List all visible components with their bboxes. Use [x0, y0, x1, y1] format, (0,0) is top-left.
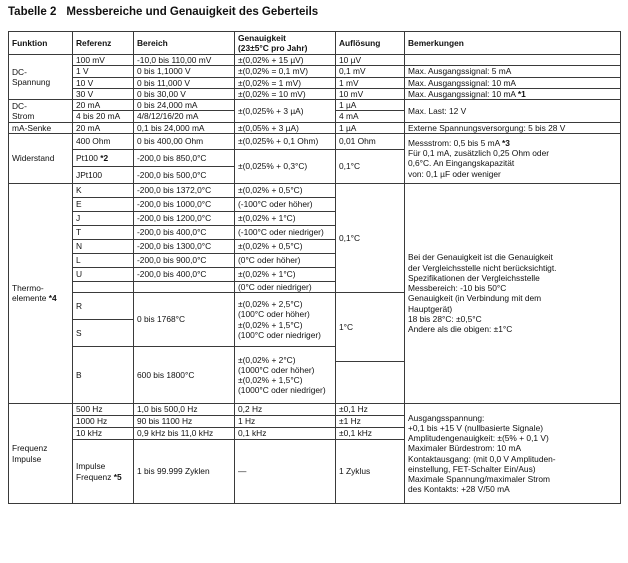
bemerkung-line: von: 0,1 µF oder weniger: [408, 168, 501, 179]
table-cell: JPt100: [73, 166, 134, 183]
table-cell: 1 µA: [336, 122, 405, 133]
table-cell: 400 Ohm: [73, 133, 134, 149]
table-cell: ±(0,025% + 0,1 Ohm): [235, 133, 336, 149]
table-row: [9, 404, 621, 416]
table-cell: -200,0 bis 900,0°C: [134, 253, 235, 267]
table-cell: 1 V: [73, 66, 134, 77]
table-cell: ±(0,025% + 3 µA): [235, 100, 336, 123]
table-row: [9, 77, 621, 88]
table-cell: 0 bis 1,1000 V: [134, 66, 235, 77]
table-cell: -200,0 bis 1372,0°C: [134, 183, 235, 197]
table-cell: 10 mV: [336, 88, 405, 99]
table-cell: 0 bis 30,00 V: [134, 88, 235, 99]
table-cell: (0°C oder niedriger): [235, 281, 336, 292]
bemerkung-line: des Kontakts: +28 V/50 mA: [408, 484, 510, 495]
table-cell: 1 Hz: [235, 416, 336, 428]
table-cell: 0,1 kHz: [235, 428, 336, 440]
header-bereich: Bereich: [134, 32, 235, 55]
table-row: [9, 122, 621, 133]
table-title: Messbereiche und Genauigkeit des Geberteils: [66, 6, 319, 18]
footnote-ref: *3: [502, 137, 510, 148]
table-cell: S: [73, 320, 134, 347]
table-cell: (-100°C oder niedriger): [235, 225, 336, 239]
header-genauigkeit-line-1: Genauigkeit: [238, 32, 286, 43]
table-cell: 0 bis 24,000 mA: [134, 100, 235, 111]
table-cell: 90 bis 1100 Hz: [134, 416, 235, 428]
table-cell: ±(0,02% + 0,5°C): [235, 239, 336, 253]
header-bemerkungen: Bemerkungen: [405, 32, 621, 55]
table-cell: ±(0,05% + 3 µA): [235, 122, 336, 133]
table-row: [9, 88, 621, 99]
table-cell: ±(0,02% = 0,1 mV): [235, 66, 336, 77]
table-cell: 100 mV: [73, 55, 134, 66]
table-cell: [405, 55, 621, 66]
frequenz-impulse-referenz-cell: [73, 440, 134, 504]
dc-spannung-funktion-line-2: Spannung: [12, 77, 51, 87]
table-cell: 1 mV: [336, 77, 405, 88]
table-cell: 10 V: [73, 77, 134, 88]
table-cell: ±0,1 kHz: [336, 428, 405, 440]
table-cell: 1000 Hz: [73, 416, 134, 428]
header-aufloesung: Auflösung: [336, 32, 405, 55]
header-genauigkeit-line-2: (23±5°C pro Jahr): [238, 43, 308, 53]
widerstand-bemerkung-cell: [405, 133, 621, 183]
frequenz-funktion-line-2: Impulse: [12, 453, 42, 464]
table-cell: 500 Hz: [73, 404, 134, 416]
table-cell: 1 Zyklus: [336, 440, 405, 504]
dc-strom-funktion-line-1: DC-: [12, 100, 27, 111]
table-cell: —: [235, 440, 336, 504]
table-cell: [134, 281, 235, 292]
dc-strom-funktion-cell: [9, 100, 73, 123]
table-cell: E: [73, 197, 134, 211]
thermo-rs-genauigkeit-cell: [235, 293, 336, 347]
referenz-line-2: [76, 472, 130, 482]
bemerkung-line: Andere als die obigen: ±1°C: [408, 324, 513, 335]
table-cell: 600 bis 1800°C: [134, 347, 235, 404]
funktion-text: elemente: [12, 293, 47, 304]
spec-table: [8, 31, 621, 504]
table-cell: -200,0 bis 400,0°C: [134, 225, 235, 239]
table-cell: 1,0 bis 500,0 Hz: [134, 404, 235, 416]
genauigkeit-line: ±(0,02% + 2°C): [238, 354, 296, 365]
table-cell: 20 mA: [73, 100, 134, 111]
table-cell: ±(0,02% + 0,5°C): [235, 183, 336, 197]
table-cell: 0 bis 1768°C: [134, 293, 235, 347]
table-cell: (0°C oder höher): [235, 253, 336, 267]
table-cell: Max. Ausgangssignal: 5 mA: [405, 66, 621, 77]
table-cell: R: [73, 293, 134, 320]
bemerkung-line: [408, 138, 617, 148]
table-cell: 0,1°C: [336, 183, 405, 292]
table-cell: 0 bis 400,00 Ohm: [134, 133, 235, 149]
bemerkung-line: Messbereich: -10 bis 50°C: [408, 283, 507, 294]
table-cell: 1 µA: [336, 100, 405, 111]
bemerkung-line: Genauigkeit (in Verbindung mit dem: [408, 293, 542, 304]
bemerkung-line: Bei der Genauigkeit ist die Genauigkeit: [408, 252, 553, 263]
bemerkung-line: 0,6°C. An Eingangskapazität: [408, 158, 515, 169]
header-funktion: Funktion: [9, 32, 73, 55]
bemerkung-line: Für 0,1 mA, zusätzlich 0,25 Ohm oder: [408, 148, 550, 158]
table-cell: -200,0 bis 1200,0°C: [134, 211, 235, 225]
table-cell: [73, 281, 134, 292]
footnote-ref: *1: [517, 88, 526, 99]
table-cell: L: [73, 253, 134, 267]
table-cell: [405, 88, 621, 99]
referenz-line-1: Impulse: [76, 461, 106, 472]
bemerkung-line: 18 bis 28°C: ±0,5°C: [408, 313, 482, 324]
table-cell: -10,0 bis 110,00 mV: [134, 55, 235, 66]
table-row: [9, 66, 621, 77]
table-cell: 4 mA: [336, 111, 405, 122]
table-cell: 0,01 Ohm: [336, 133, 405, 149]
table-cell: T: [73, 225, 134, 239]
table-row: [9, 183, 621, 197]
genauigkeit-line: (100°C oder niedriger): [238, 329, 321, 340]
frequenz-funktion-line-1: Frequenz: [12, 443, 48, 454]
frequenz-funktion-cell: [9, 404, 73, 504]
genauigkeit-line: ±(0,02% + 1,5°C): [238, 375, 303, 385]
table-cell: 0,1 mV: [336, 66, 405, 77]
footnote-ref: *5: [113, 471, 122, 482]
bemerkung-line: Ausgangsspannung:: [408, 412, 485, 423]
table-cell: ±0,1 Hz: [336, 404, 405, 416]
widerstand-funktion-cell: Widerstand: [9, 133, 73, 183]
thermo-funktion-line-1: Thermo-: [12, 283, 44, 294]
table-cell: ±(0,02% = 1 mV): [235, 77, 336, 88]
frequenz-bemerkung-cell: [405, 404, 621, 504]
bemerkung-line: Amplitudengenauigkeit: ±(5% + 0,1 V): [408, 433, 549, 443]
bemerkung-line: Spezifikationen der Vergleichsstelle: [408, 272, 540, 283]
bemerkung-line: Hauptgerät): [408, 303, 453, 314]
table-row: [9, 55, 621, 66]
table-row: [9, 100, 621, 111]
table-cell: ±(0,02% = 10 mV): [235, 88, 336, 99]
table-cell: 10 kHz: [73, 428, 134, 440]
table-cell: 0,9 kHz bis 11,0 kHz: [134, 428, 235, 440]
table-cell: -200,0 bis 400,0°C: [134, 267, 235, 281]
table-cell: (-100°C oder höher): [235, 197, 336, 211]
table-cell: Externe Spannungsversorgung: 5 bis 28 V: [405, 122, 621, 133]
bemerkung-text: Max. Ausgangssignal: 10 mA: [408, 88, 516, 99]
table-row: [9, 133, 621, 149]
bemerkung-line: Maximale Spannung/maximaler Strom: [408, 474, 550, 484]
table-caption: [8, 6, 318, 18]
table-cell: 30 V: [73, 88, 134, 99]
genauigkeit-line: ±(0,02% + 2,5°C): [238, 299, 303, 309]
table-cell: -200,0 bis 1300,0°C: [134, 239, 235, 253]
table-cell: -200,0 bis 850,0°C: [134, 149, 235, 166]
table-cell: 4 bis 20 mA: [73, 111, 134, 122]
table-number: Tabelle 2: [8, 6, 57, 18]
table-cell: ±(0,02% + 1°C): [235, 267, 336, 281]
table-cell: N: [73, 239, 134, 253]
thermo-funktion-cell: [9, 183, 73, 403]
bemerkung-line: einstellung, FET-Schalter Ein/Aus): [408, 463, 536, 474]
referenz-text: Pt100: [76, 152, 98, 163]
header-referenz: Referenz: [73, 32, 134, 55]
table-cell: -200,0 bis 1000,0°C: [134, 197, 235, 211]
table-cell: 0 bis 11,000 V: [134, 77, 235, 88]
table-cell: J: [73, 211, 134, 225]
table-cell: 10 µV: [336, 55, 405, 66]
table-cell: [73, 149, 134, 166]
genauigkeit-line: (1000°C oder niedriger): [238, 385, 326, 396]
bemerkung-line: +0,1 bis +15 V (nullbasierte Signale): [408, 422, 544, 433]
footnote-ref: *2: [100, 152, 109, 163]
footnote-ref: *4: [48, 293, 57, 304]
table-cell: ±(0,025% + 0,3°C): [235, 149, 336, 183]
bemerkung-line: Maximaler Bürdestrom: 10 mA: [408, 443, 522, 454]
bemerkung-text: Messstrom: 0,5 bis 5 mA: [408, 137, 500, 148]
bemerkung-line: Kontaktausgang: (mit 0,0 V Amplituden-: [408, 453, 556, 464]
table-cell: ±1 Hz: [336, 416, 405, 428]
referenz-text: Frequenz: [76, 471, 112, 482]
table-cell: 1 bis 99.999 Zyklen: [134, 440, 235, 504]
table-cell: Max. Ausgangssignal: 10 mA: [405, 77, 621, 88]
table-cell: 20 mA: [73, 122, 134, 133]
dc-spannung-funktion-line-1: DC-: [12, 66, 27, 77]
table-cell: 4/8/12/16/20 mA: [134, 111, 235, 122]
table-cell: U: [73, 267, 134, 281]
table-cell: ±(0,02% + 15 µV): [235, 55, 336, 66]
table-cell: ±(0,02% + 1°C): [235, 211, 336, 225]
table-cell: 1°C: [336, 293, 405, 362]
header-genauigkeit: [235, 32, 336, 55]
table-cell: 0,1°C: [336, 149, 405, 183]
table-cell: 0,1 bis 24,000 mA: [134, 122, 235, 133]
thermo-funktion-line-2: [12, 293, 69, 303]
table-cell: 0,2 Hz: [235, 404, 336, 416]
dc-spannung-funktion-cell: [9, 55, 73, 100]
table-cell: K: [73, 183, 134, 197]
bemerkung-line: der Vergleichsstelle nicht berücksichtigt.: [408, 262, 557, 273]
thermo-b-genauigkeit-cell: [235, 347, 336, 404]
genauigkeit-line: (1000°C oder höher): [238, 364, 315, 375]
genauigkeit-line: ±(0,02% + 1,5°C): [238, 319, 303, 330]
header-row: [9, 32, 621, 55]
genauigkeit-line: (100°C oder höher): [238, 309, 310, 320]
table-cell: Max. Last: 12 V: [405, 100, 621, 123]
table-cell: -200,0 bis 500,0°C: [134, 166, 235, 183]
thermo-bemerkung-cell: [405, 183, 621, 403]
table-cell: mA-Senke: [9, 122, 73, 133]
dc-strom-funktion-line-2: Strom: [12, 110, 35, 121]
table-cell: B: [73, 347, 134, 404]
